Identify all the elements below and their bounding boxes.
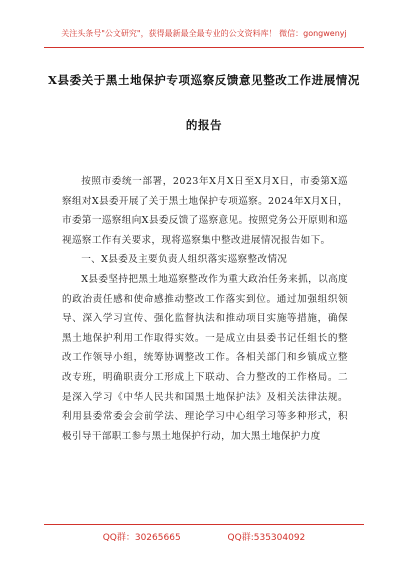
document-title: X县委关于黑土地保护专项巡察反馈意见整改工作进展情况 bbox=[47, 73, 361, 87]
section-heading: 一、X县委及主要负责人组织落实巡察整改情况 bbox=[81, 254, 288, 266]
body-paragraph: X县委坚持把黑土地巡察整改作为重大政治任务来抓，以高度的政治责任感和使命感推动整改工作落实到位。通过加强组织领导、深入学习宣传、强化监督执法和推动项目实施等措施，确保黑土地保护利用工作取得实效。一是成立由县委书记任组长的整改工作领导小组，统筹协调整改工作。各相关部门和乡镇成立整改专班，明确职责分工形成上下联动、合力整改的工作格局。二是深入学习《中华人民共和国黑土地保护法》及相关法律法规。利用县委常委会会前学法、理论学习中心组学习等多种形式，积极引导干部职工参与黑土地保护行动，加大黑土地保护力度 bbox=[62, 273, 348, 442]
top-divider bbox=[44, 47, 364, 48]
footer-qq-group-2: QQ群:535304092 bbox=[227, 533, 306, 543]
document-title-continued: 的报告 bbox=[185, 118, 223, 132]
footer bbox=[0, 530, 408, 543]
footer-qq-group-1: QQ群：30265665 bbox=[102, 533, 181, 543]
bottom-divider bbox=[44, 524, 364, 525]
top-banner: 关注头条号"公文研究"，获得最新最全最专业的公文资料库！ 微信：gongwenyj bbox=[61, 29, 347, 38]
document-body bbox=[62, 172, 348, 446]
intro-paragraph: 按照市委统一部署，2023年X月X日至X月X日，市委第X巡察组对X县委开展了关于黑土地保护专项巡察。2024年X月X日，市委第一巡察组向X县委反馈了巡察意见。按照党务公开原则和巡视巡察工作有关要求，现将巡察集中整改进展情况报告如下。 bbox=[62, 176, 349, 246]
